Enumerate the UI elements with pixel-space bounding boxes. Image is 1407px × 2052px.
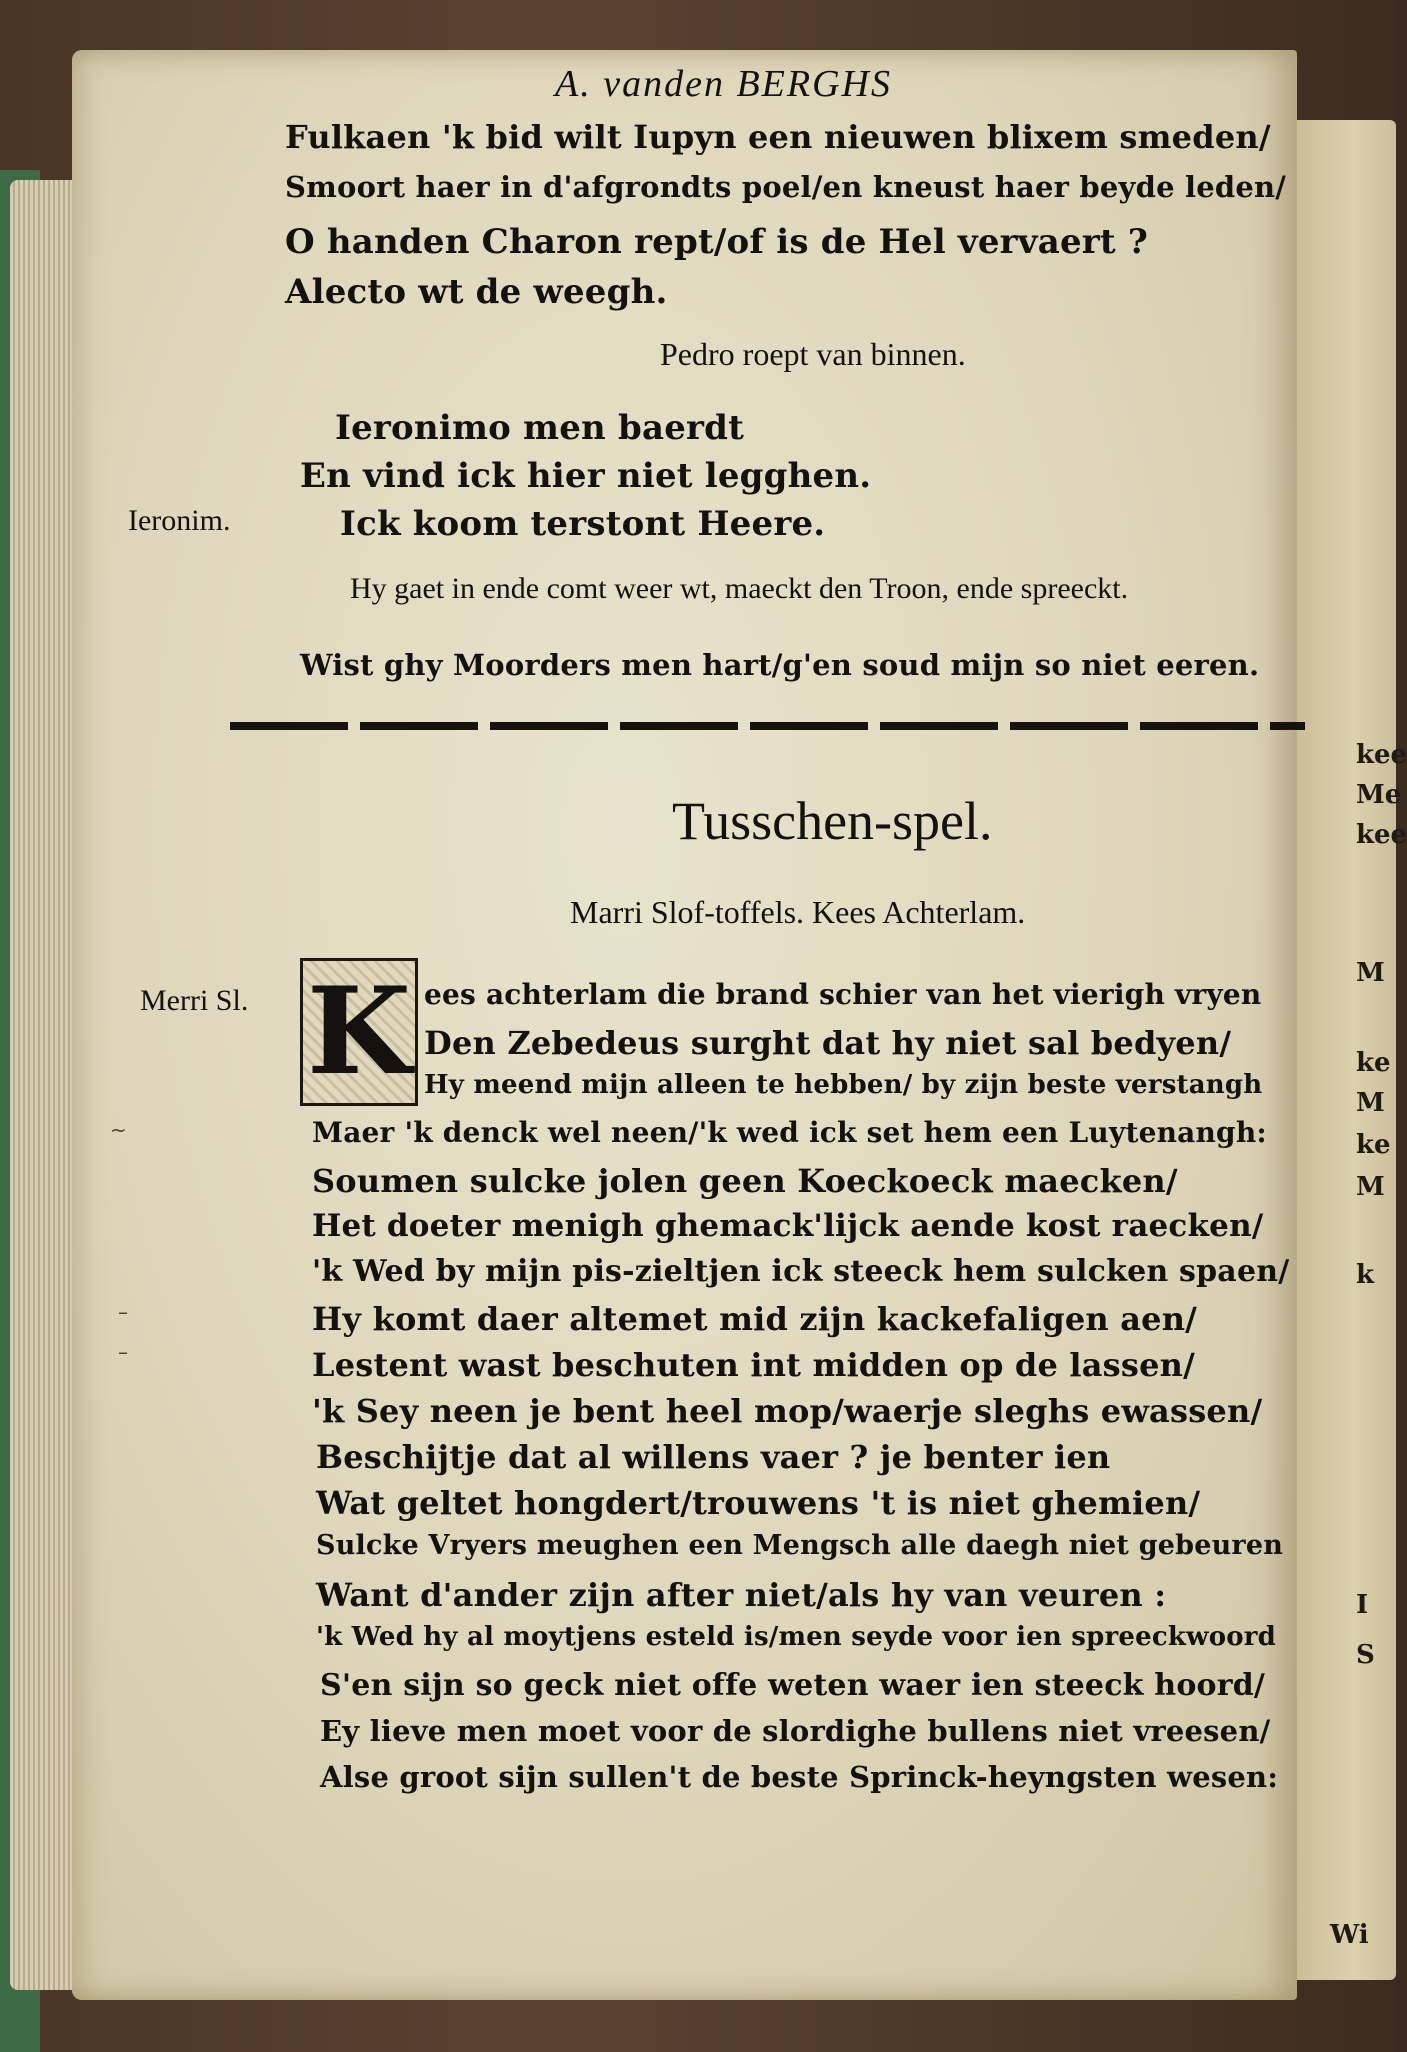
verse-line: Lestent wast beschuten int midden op de lassen/ bbox=[312, 1346, 1195, 1384]
facing-fragment: kee bbox=[1356, 820, 1407, 850]
verse-line: Ick koom terstont Heere. bbox=[340, 504, 826, 544]
stage-direction: Hy gaet in ende comt weer wt, maeckt den Troon, ende spreeckt. bbox=[350, 572, 1129, 605]
verse-line: 'k Sey neen je bent heel mop/waerje sleghs ewassen/ bbox=[312, 1392, 1263, 1430]
section-title: Tusschen-spel. bbox=[672, 791, 993, 851]
section-divider bbox=[230, 722, 1305, 730]
verse-line: Ey lieve men moet voor de slordighe bullens niet vreesen/ bbox=[320, 1714, 1271, 1748]
drop-cap bbox=[300, 958, 418, 1106]
facing-fragment: ke bbox=[1356, 1130, 1391, 1160]
verse-line: Alse groot sijn sullen't de beste Sprinck-heyngsten wesen: bbox=[320, 1760, 1279, 1794]
drop-cap-letter: K bbox=[306, 961, 412, 1102]
verse-line: O handen Charon rept/of is de Hel vervaert ? bbox=[285, 222, 1148, 262]
running-header: A. vanden BERGHS bbox=[555, 63, 892, 105]
verse-line: S'en sijn so geck niet offe weten waer ien steeck hoord/ bbox=[320, 1668, 1266, 1703]
verse-line: En vind ick hier niet legghen. bbox=[300, 456, 872, 496]
verse-line: Hy meend mijn alleen te hebben/ by zijn beste verstangh bbox=[424, 1070, 1263, 1100]
verse-line: Wat geltet hongdert/trouwens 't is niet ghemien/ bbox=[316, 1484, 1201, 1522]
verse-line: Hy komt daer altemet mid zijn kackefaligen aen/ bbox=[312, 1300, 1198, 1338]
verse-line: Fulkaen 'k bid wilt Iupyn een nieuwen blixem smeden/ bbox=[285, 118, 1271, 156]
speaker-name: Merri Sl. bbox=[140, 984, 249, 1017]
verse-line: Het doeter menigh ghemack'lijck aende kost raecken/ bbox=[312, 1208, 1264, 1244]
character-list: Marri Slof-toffels. Kees Achterlam. bbox=[570, 894, 1026, 930]
verse-line: Wist ghy Moorders men hart/g'en soud mijn so niet eeren. bbox=[300, 648, 1260, 682]
page-stack bbox=[10, 180, 80, 1990]
facing-fragment: ke bbox=[1356, 1048, 1391, 1078]
facing-fragment: k bbox=[1356, 1260, 1375, 1290]
stage-direction: Pedro roept van binnen. bbox=[660, 336, 966, 372]
verse-line: Sulcke Vryers meughen een Mengsch alle daegh niet gebeuren bbox=[316, 1530, 1284, 1561]
verse-line: ees achterlam die brand schier van het vierigh vryen bbox=[424, 978, 1262, 1011]
facing-fragment: Wi bbox=[1330, 1920, 1369, 1950]
verse-line: Maer 'k denck wel neen/'k wed ick set hem een Luytenangh: bbox=[312, 1116, 1267, 1149]
facing-fragment: kee bbox=[1356, 740, 1407, 770]
facing-fragment: S bbox=[1356, 1640, 1375, 1670]
facing-fragment: M bbox=[1356, 1172, 1385, 1202]
facing-page bbox=[1290, 120, 1407, 1980]
verse-line: Ieronimo men baerdt bbox=[335, 408, 745, 448]
facing-fragment: I bbox=[1356, 1590, 1369, 1620]
margin-mark: – bbox=[118, 1300, 128, 1324]
verse-line: Want d'ander zijn after niet/als hy van veuren : bbox=[316, 1576, 1167, 1614]
margin-mark: ~ bbox=[110, 1118, 127, 1142]
margin-mark: – bbox=[118, 1340, 128, 1364]
verse-line: Smoort haer in d'afgrondts poel/en kneust haer beyde leden/ bbox=[285, 170, 1287, 204]
verse-line: Alecto wt de weegh. bbox=[285, 272, 668, 312]
verse-line: Den Zebedeus surght dat hy niet sal bedyen/ bbox=[424, 1024, 1232, 1062]
verse-line: 'k Wed hy al moytjens esteld is/men seyde voor ien spreeckwoord bbox=[316, 1622, 1277, 1652]
facing-fragment: M bbox=[1356, 958, 1385, 988]
facing-fragment: M bbox=[1356, 1088, 1385, 1118]
verse-line: Beschijtje dat al willens vaer ? je benter ien bbox=[316, 1438, 1111, 1476]
speaker-name: Ieronim. bbox=[128, 504, 231, 537]
verse-line: 'k Wed by mijn pis-zieltjen ick steeck hem sulcken spaen/ bbox=[312, 1254, 1290, 1289]
verse-line: Soumen sulcke jolen geen Koeckoeck maecken/ bbox=[312, 1162, 1178, 1200]
facing-fragment: Me bbox=[1356, 780, 1402, 810]
